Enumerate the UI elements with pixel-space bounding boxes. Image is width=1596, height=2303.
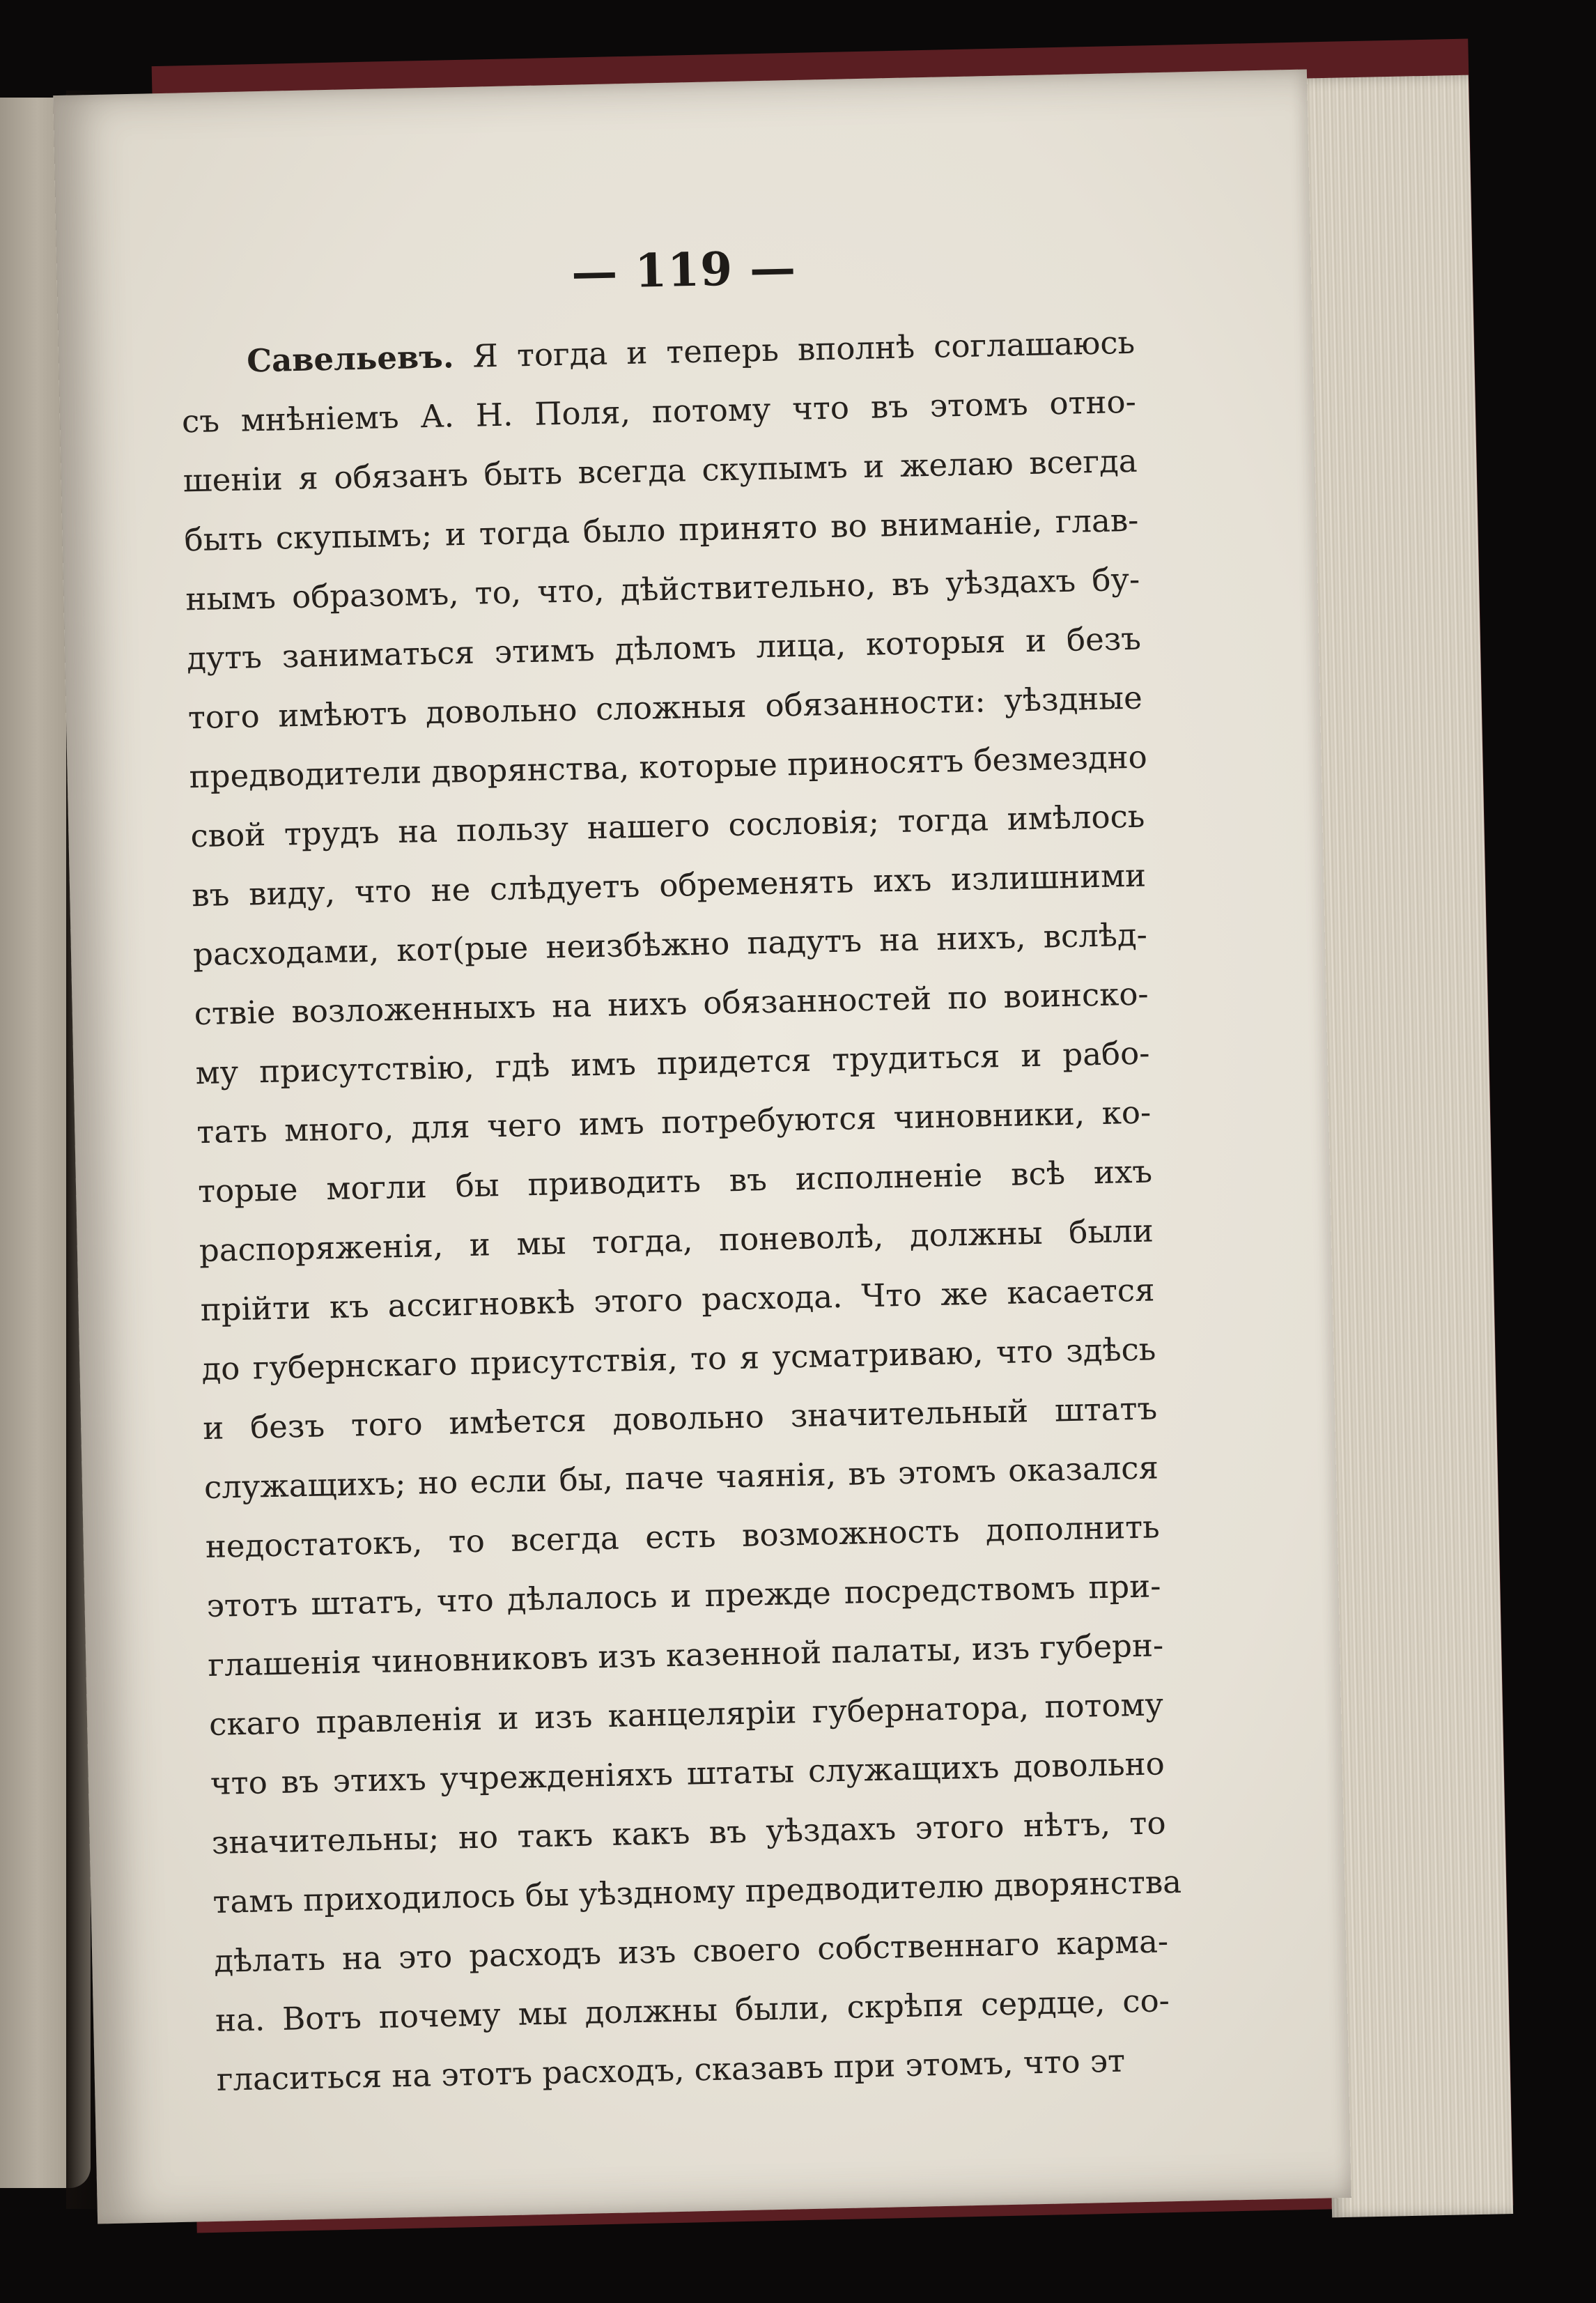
- text-line: и безъ того имѣется довольно значительный штатъ: [202, 1389, 1158, 1447]
- text-line: быть скупымъ; и тогда было принято во вниманіе, глав-: [184, 501, 1139, 559]
- text-line: дѣлать на это расходъ изъ своего собственнаго карма-: [213, 1923, 1169, 1980]
- body-text: [180, 323, 1182, 2120]
- text-line: предводители дворянства, которые приносятъ безмездно: [189, 738, 1148, 796]
- text-line: служащихъ; но если бы, паче чаянія, въ этомъ оказался: [203, 1449, 1159, 1507]
- text-line: недостатокъ, то всегда есть возможность дополнить: [205, 1508, 1161, 1566]
- text-line: расходами, кот(рые неизбѣжно падутъ на нихъ, вслѣд-: [192, 916, 1148, 973]
- text-line: гласиться на этотъ расходъ, сказавъ при этомъ, что эт: [216, 2042, 1126, 2098]
- text-line: распоряженія, и мы тогда, поневолѣ, должны были: [199, 1212, 1154, 1270]
- text-line: съ мнѣніемъ А. Н. Поля, потому что въ этомъ отно-: [181, 383, 1137, 440]
- text-line: дутъ заниматься этимъ дѣломъ лица, которыя и безъ: [186, 619, 1142, 677]
- text-line: скаго правленія и изъ канцеляріи губернатора, потому: [208, 1686, 1164, 1743]
- text-line: му присутствію, гдѣ имъ придется трудиться и рабо-: [195, 1034, 1150, 1092]
- text-line: свой трудъ на пользу нашего сословія; тогда имѣлось: [189, 797, 1145, 855]
- page-number: — 119 —: [571, 240, 797, 300]
- book-page: [53, 69, 1351, 2224]
- speaker-name: Савельевъ.: [246, 338, 454, 380]
- text-line: нымъ образомъ, то, что, дѣйствительно, въ уѣздахъ бу-: [185, 560, 1140, 618]
- text-line: значительны; но такъ какъ въ уѣздахъ этого нѣтъ, то: [211, 1804, 1167, 1861]
- text-line: тамъ приходилось бы уѣздному предводителю дворянства: [212, 1863, 1182, 1920]
- text-line: до губернскаго присутствія, то я усматриваю, что здѣсь: [201, 1330, 1156, 1388]
- text-line: этотъ штатъ, что дѣлалось и прежде посредствомъ при-: [206, 1567, 1161, 1625]
- text-line: торые могли бы приводить въ исполненіе всѣ ихъ: [197, 1153, 1153, 1210]
- text-line: тать много, для чего имъ потребуются чиновники, ко-: [196, 1093, 1152, 1151]
- text-line: въ виду, что не слѣдуетъ обременять ихъ излишними: [191, 856, 1147, 914]
- text-line: что въ этихъ учрежденіяхъ штаты служащихъ довольно: [210, 1745, 1165, 1802]
- text-line: ствіе возложенныхъ на нихъ обязанностей по воинско-: [194, 975, 1149, 1033]
- text-line: прійти къ ассигновкѣ этого расхода. Что же касается: [200, 1271, 1155, 1329]
- text-line: глашенія чиновниковъ изъ казенной палаты, изъ губерн-: [207, 1626, 1164, 1684]
- text-line: Савельевъ. Я тогда и теперь вполнѣ соглашаюсь: [246, 323, 1136, 380]
- text-line: шеніи я обязанъ быть всегда скупымъ и желаю всегда: [183, 442, 1138, 500]
- text-line: того имѣютъ довольно сложныя обязанности: уѣздные: [187, 679, 1143, 737]
- text-line: на. Вотъ почему мы должны были, скрѣпя сердце, со-: [215, 1982, 1170, 2039]
